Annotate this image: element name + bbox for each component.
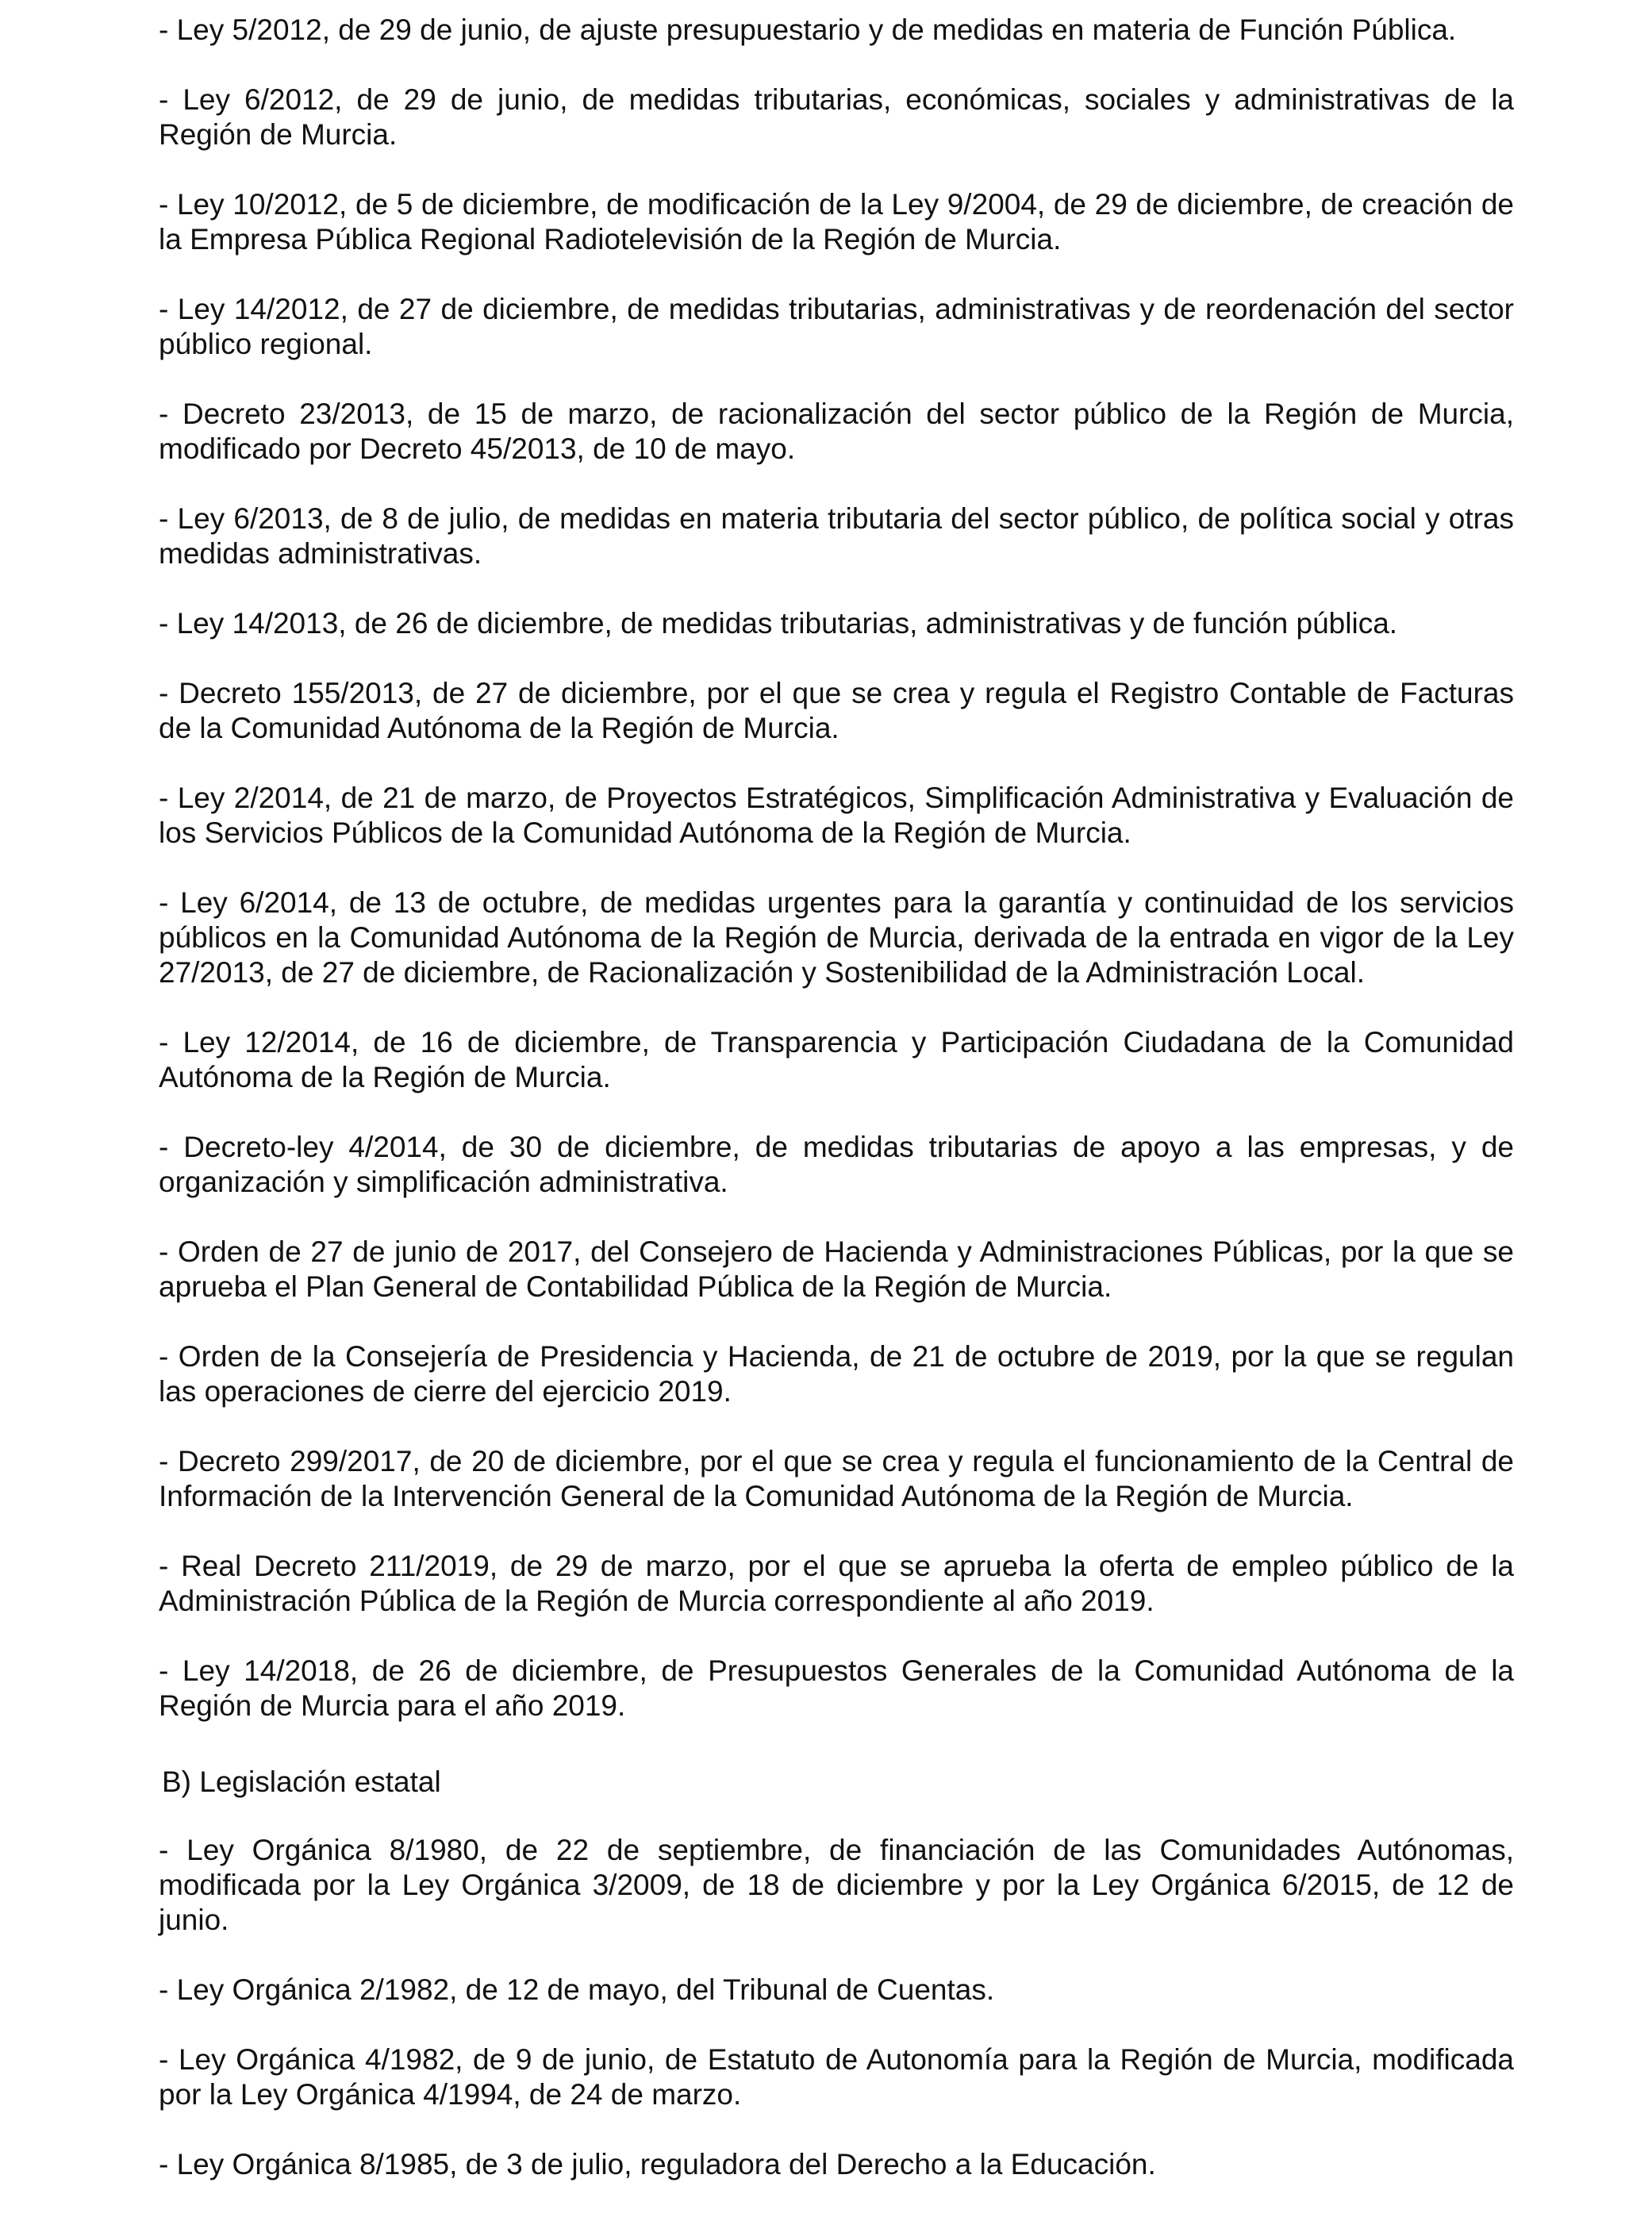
legislation-item: - Decreto 23/2013, de 15 de marzo, de racionalización del sector público de la Región de Murcia, modificado por Decreto 45/2013, de 10 de mayo. (159, 398, 1514, 465)
legislation-item: - Ley 6/2012, de 29 de junio, de medidas tributarias, económicas, sociales y administrativas de la Región de Murcia. (159, 83, 1514, 151)
legislation-item: - Ley 10/2012, de 5 de diciembre, de modificación de la Ley 9/2004, de 29 de diciembre, de creación de la Empresa Pública Regional Radiotelevisión de la Región de Murcia. (159, 188, 1514, 256)
section-heading: B) Legislación estatal (162, 1766, 441, 1798)
legislation-item: - Ley Orgánica 8/1985, de 3 de julio, reguladora del Derecho a la Educación. (159, 2148, 1156, 2180)
legislation-item: - Ley 5/2012, de 29 de junio, de ajuste presupuestario y de medidas en materia de Función Pública. (159, 13, 1457, 46)
legislation-item: - Ley 14/2013, de 26 de diciembre, de medidas tributarias, administrativas y de función pública. (159, 607, 1398, 640)
document-page (159, 13, 1514, 2217)
legislation-item: - Orden de la Consejería de Presidencia y Hacienda, de 21 de octubre de 2019, por la que se regulan las operaciones de cierre del ejercicio 2019. (159, 1340, 1514, 1408)
legislation-item: - Ley Orgánica 2/1982, de 12 de mayo, del Tribunal de Cuentas. (159, 1973, 995, 2006)
legislation-item: - Ley 12/2014, de 16 de diciembre, de Transparencia y Participación Ciudadana de la Comunidad Autónoma de la Región de Murcia. (159, 1026, 1514, 1093)
legislation-item: - Orden de 27 de junio de 2017, del Consejero de Hacienda y Administraciones Públicas, por la que se aprueba el Plan General de Contabilidad Pública de la Región de Murcia. (159, 1235, 1514, 1303)
legislation-item: - Decreto 299/2017, de 20 de diciembre, por el que se crea y regula el funcionamiento de la Central de Información de la Intervención General de la Comunidad Autónoma de la Región de Murcia. (159, 1445, 1514, 1512)
legislation-item: - Real Decreto 211/2019, de 29 de marzo, por el que se aprueba la oferta de empleo público de la Administración Pública de la Región de Murcia correspondiente al año 2019. (159, 1550, 1514, 1617)
legislation-item: - Ley 14/2012, de 27 de diciembre, de medidas tributarias, administrativas y de reordenación del sector público regional. (159, 293, 1514, 360)
legislation-item: - Ley 2/2014, de 21 de marzo, de Proyectos Estratégicos, Simplificación Administrativa y Evaluación de los Servicios Públicos de la Comunidad Autónoma de la Región de Murcia. (159, 782, 1514, 849)
legislation-item: - Decreto-ley 4/2014, de 30 de diciembre, de medidas tributarias de apoyo a las empresas, y de organización y simplificación administrativa. (159, 1131, 1514, 1198)
legislation-item: - Ley Orgánica 8/1980, de 22 de septiembre, de financiación de las Comunidades Autónomas, modificada por la Ley Orgánica 3/2009, de 18 de diciembre y por la Ley Orgánica 6/2015, de 12 de junio. (159, 1834, 1514, 1936)
legislation-item: - Ley 14/2018, de 26 de diciembre, de Presupuestos Generales de la Comunidad Autónoma de la Región de Murcia para el año 2019. (159, 1654, 1514, 1722)
legislation-item: - Decreto 155/2013, de 27 de diciembre, por el que se crea y regula el Registro Contable de Facturas de la Comunidad Autónoma de la Región de Murcia. (159, 677, 1514, 744)
legislation-item: - Ley 6/2014, de 13 de octubre, de medidas urgentes para la garantía y continuidad de los servicios públicos en la Comunidad Autónoma de la Región de Murcia, derivada de la entrada en vigor de la Ley 27/2013, de 27 de diciembre, de Racionalización y Sostenibilidad de la Administración Local. (159, 886, 1514, 989)
legislation-item: - Ley Orgánica 4/1982, de 9 de junio, de Estatuto de Autonomía para la Región de Murcia, modificada por la Ley Orgánica 4/1994, de 24 de marzo. (159, 2043, 1514, 2111)
legislation-item: - Ley 6/2013, de 8 de julio, de medidas en materia tributaria del sector público, de política social y otras medidas administrativas. (159, 502, 1514, 570)
